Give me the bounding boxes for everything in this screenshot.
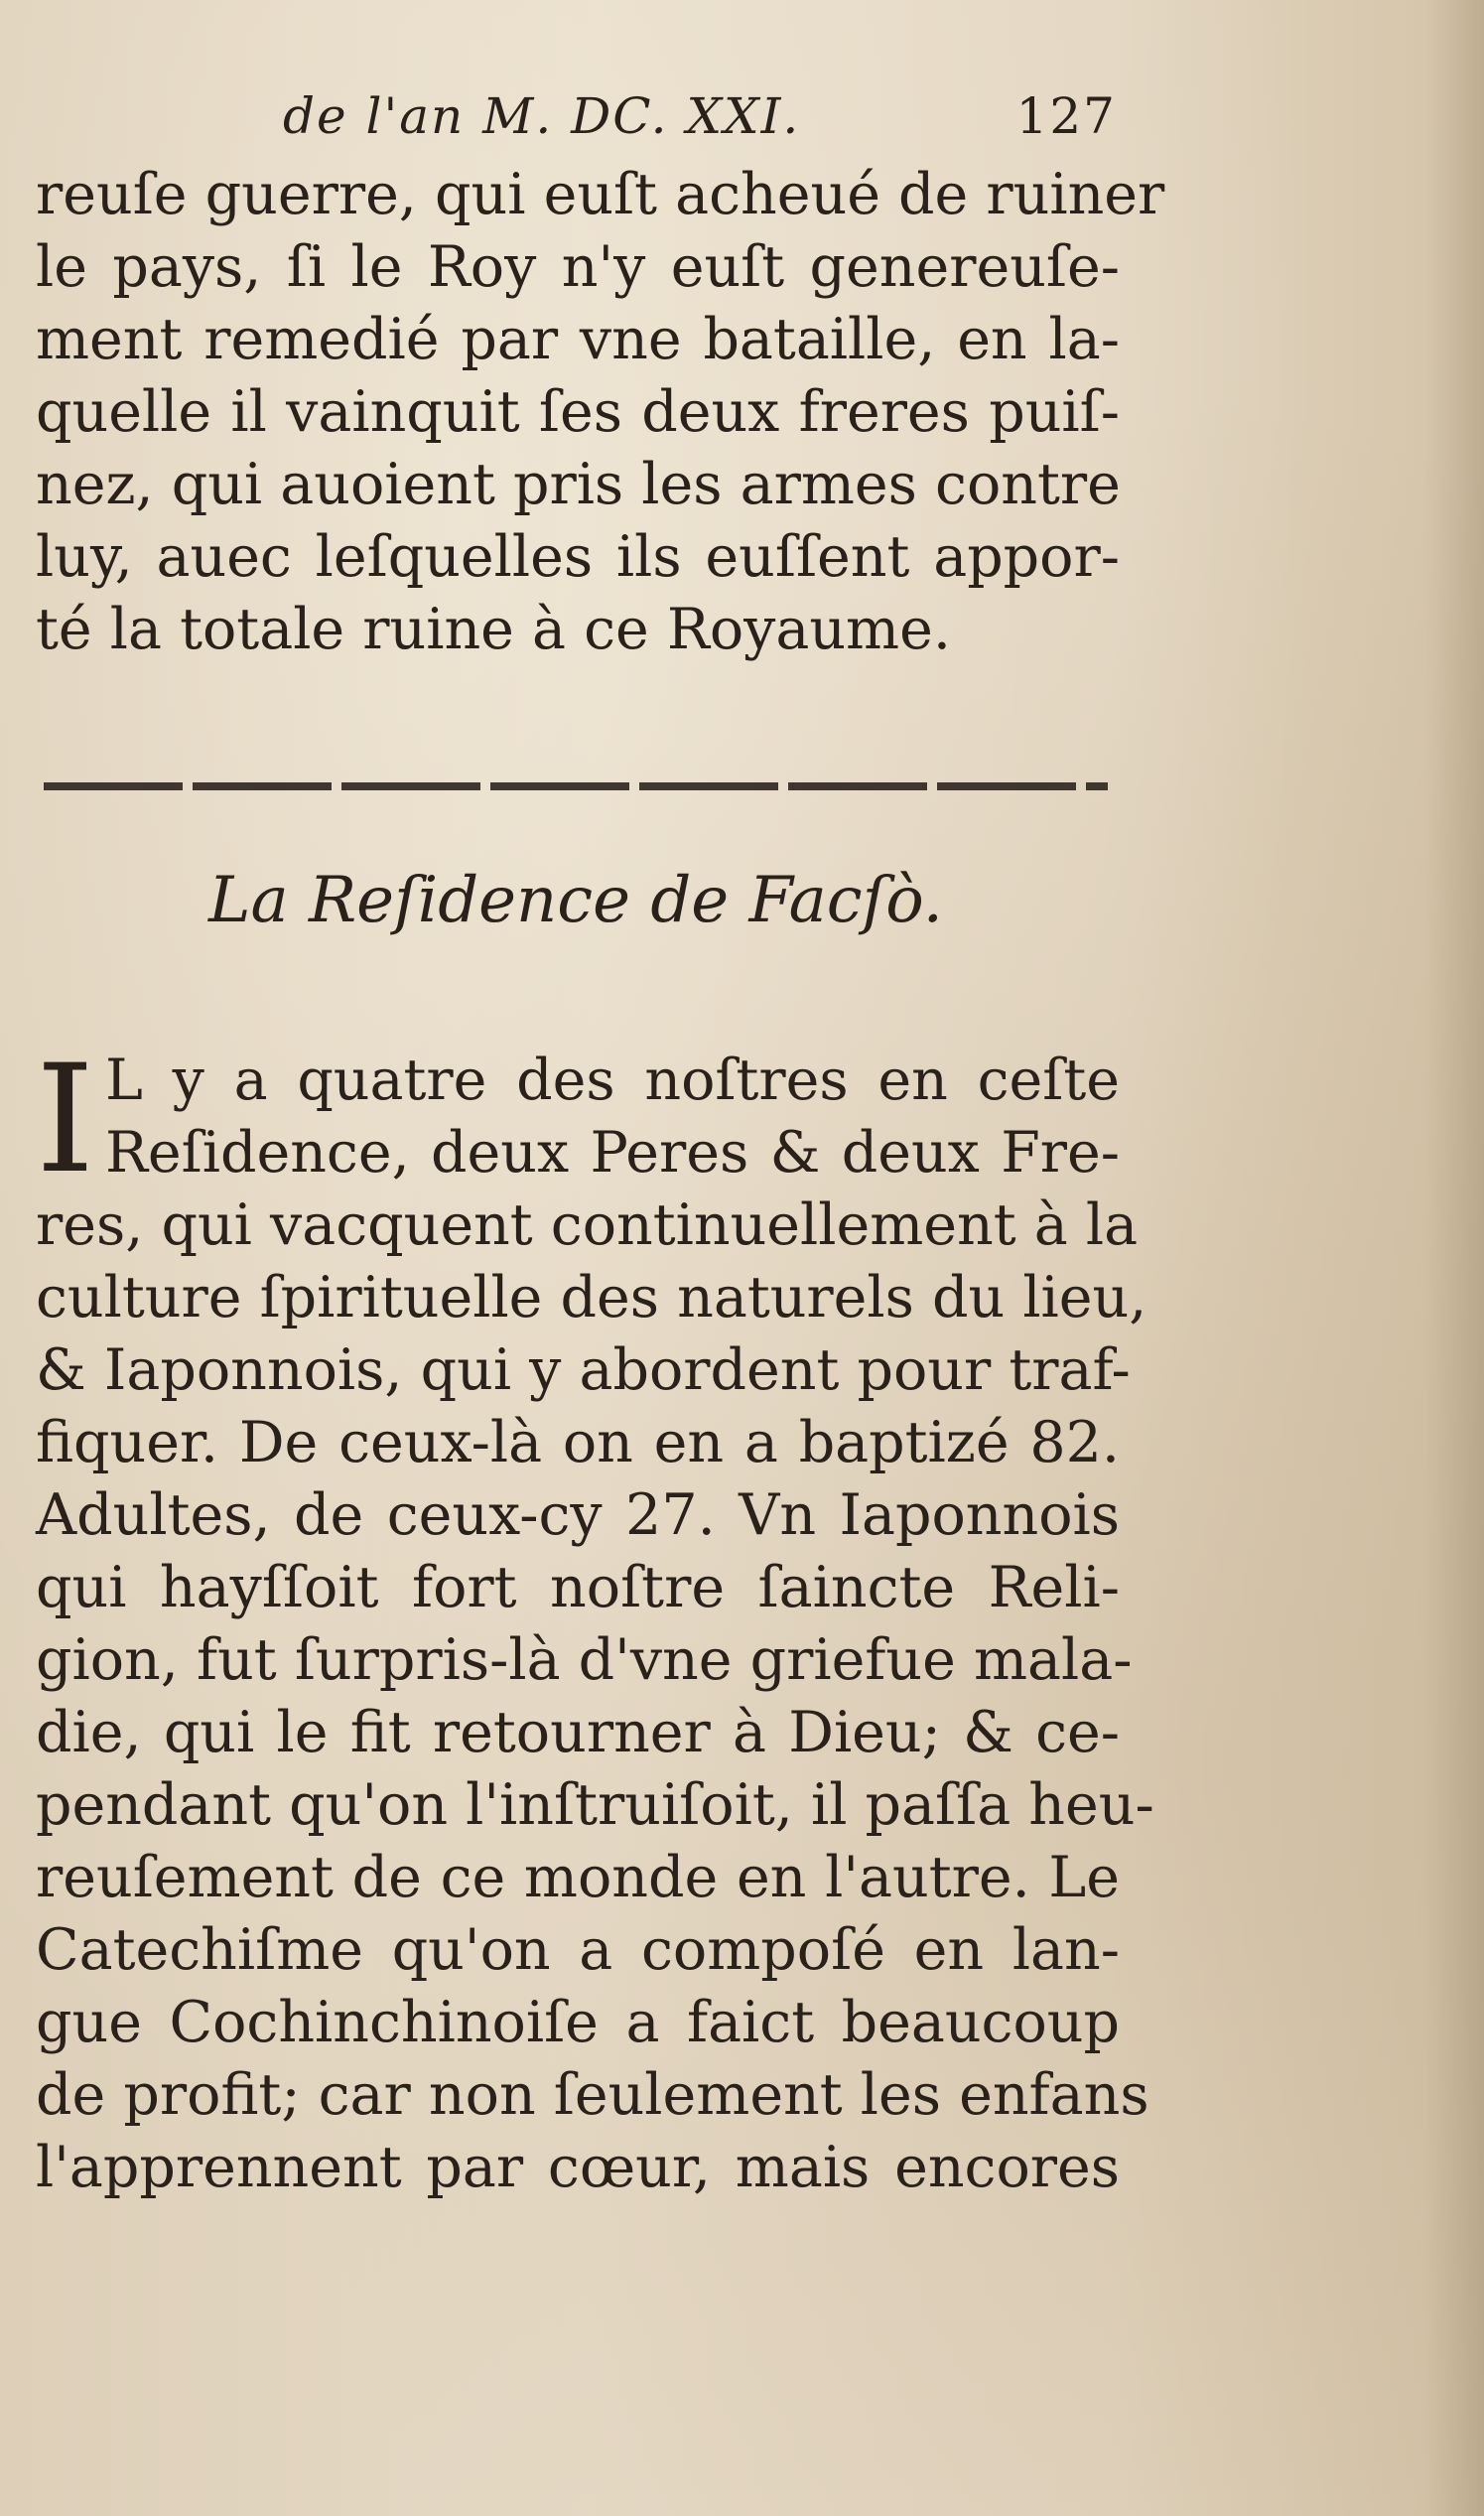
text-line: de profit; car non ſeulement les enfans [36,2062,1149,2128]
text-line: reuſement de ce monde en l'autre. Le [36,1845,1120,1910]
drop-cap: I [36,1034,95,1206]
page-edge-shadow [1424,0,1484,2516]
text-line: die, qui le fit retourner à Dieu; & ce- [36,1700,1120,1765]
text-line: luy, auec leſquelles ils euſſent appor- [36,524,1120,590]
text-line: ment remedié par vne bataille, en la- [36,307,1120,372]
text-line: l'apprennent par cœur, mais encores [36,2135,1120,2200]
text-line: gion, fut ſurpris-là d'vne griefue mala- [36,1627,1133,1693]
text-line: Reſidence, deux Peres & deux Fre- [105,1120,1120,1186]
page-number: 127 [1015,87,1117,145]
top-paragraph [36,159,1165,666]
main-paragraph [36,1034,1154,2204]
text-line: quelle il vainquit ſes deux freres puiſ- [36,379,1120,445]
text-line: fiquer. De ceux-là on en a baptizé 82. [36,1410,1120,1475]
text-line: nez, qui auoient pris les armes contre [36,452,1121,517]
text-line: Adultes, de ceux-cy 27. Vn Iaponnois [36,1482,1120,1548]
text-line: L y a quatre des noſtres en ceſte [105,1048,1120,1113]
text-line: & Iaponnois, qui y abordent pour traf- [36,1337,1131,1403]
section-divider-rule [44,782,1108,790]
text-line: le pays, ſi le Roy n'y euſt genereuſe- [36,234,1120,300]
text-line: qui hayſſoit fort noſtre ſaincte Reli- [36,1555,1120,1620]
section-heading: La Reſidence de Facſò. [207,864,944,937]
text-line: reuſe guerre, qui euſt acheué de ruiner [36,162,1165,227]
running-head-title: de l'an M. DC. XXI. [283,87,801,145]
text-line: gue Cochinchinoiſe a faict beaucoup [36,1990,1120,2055]
text-line: Catechiſme qu'on a compoſé en lan- [36,1917,1120,1983]
running-head [283,87,1117,157]
text-line: té la totale ruine à ce Royaume. [36,597,951,662]
text-line: res, qui vacquent continuellement à la [36,1192,1139,1258]
text-line: pendant qu'on l'inſtruiſoit, il paſſa heu- [36,1772,1154,1838]
text-line: culture ſpirituelle des naturels du lieu, [36,1265,1147,1330]
